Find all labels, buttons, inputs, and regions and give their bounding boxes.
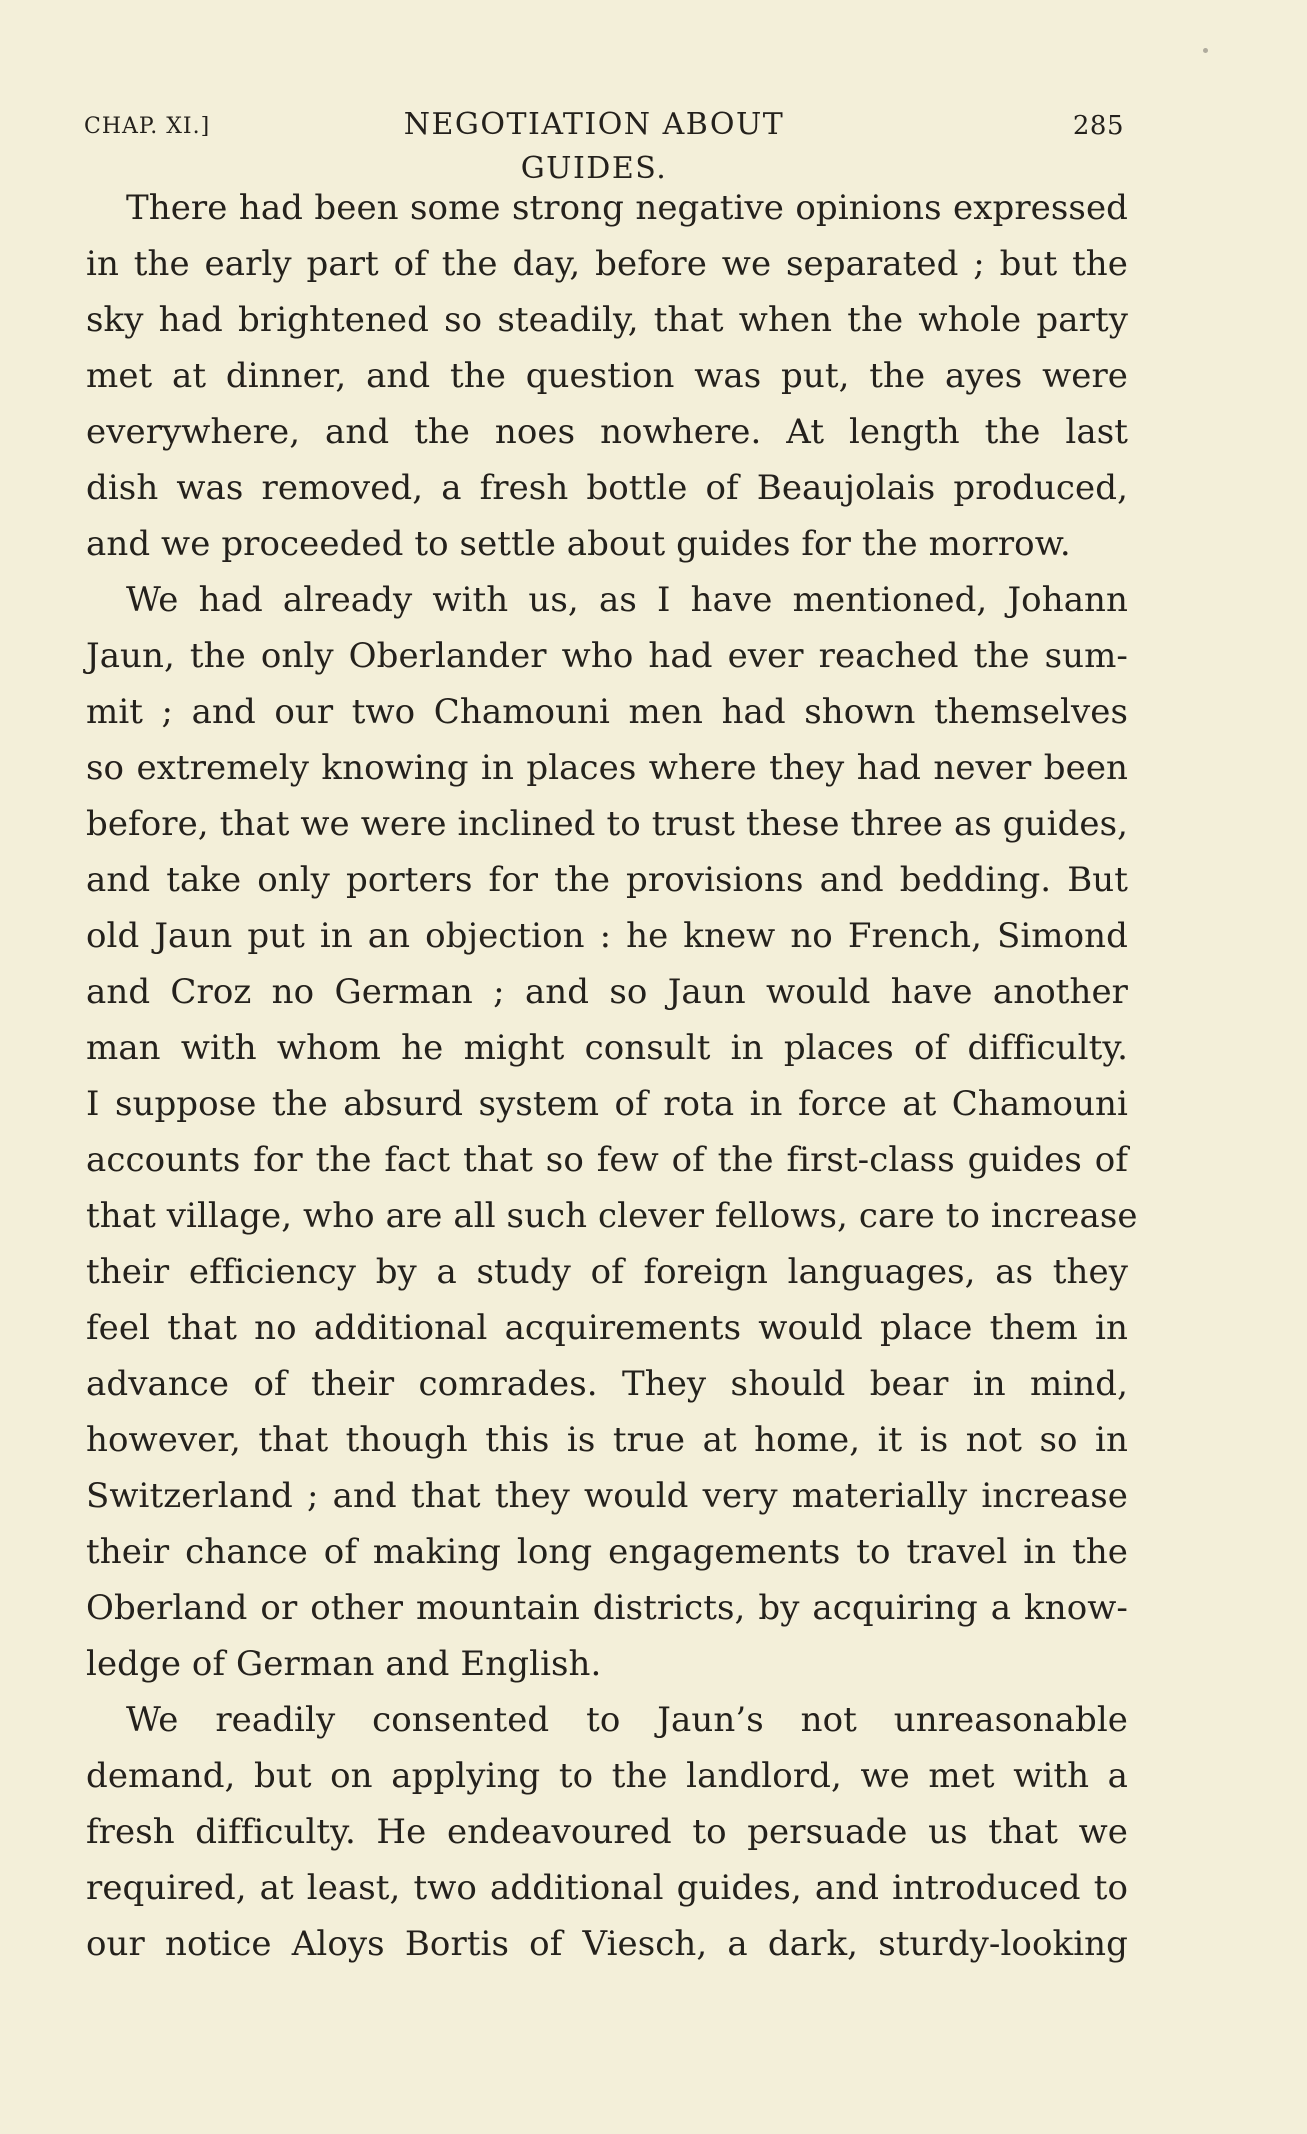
text-line: in the early part of the day, before we separated ; but the [86,244,1128,284]
text-line: and we proceeded to settle about guides for the morrow. [86,524,1071,564]
text-line: mit ; and our two Chamouni men had shown themselves [86,692,1128,732]
text-line: required, at least, two additional guides, and introduced to [86,1868,1128,1908]
text-line: and take only porters for the provisions and bedding. But [86,860,1128,900]
text-line: ledge of German and English. [86,1644,602,1684]
page-number: 285 [1072,111,1124,141]
text-line: sky had brightened so steadily, that when the whole party [86,300,1128,340]
text-line: accounts for the fact that so few of the first-class guides of [86,1140,1128,1180]
text-line: We readily consented to Jaun’s not unreasonable [126,1700,1128,1740]
body-text [86,180,1138,1972]
text-line: advance of their comrades. They should bear in mind, [86,1364,1128,1404]
text-line: We had already with us, as I have mentioned, Johann [126,580,1128,620]
running-title: NEGOTIATION ABOUT GUIDES. [403,107,785,186]
text-line: demand, but on applying to the landlord, we met with a [86,1756,1128,1796]
text-line: dish was removed, a fresh bottle of Beaujolais produced, [86,468,1128,508]
text-line: that village, who are all such clever fellows, care to increase [86,1196,1138,1236]
text-line: man with whom he might consult in places of difficulty. [86,1028,1128,1068]
running-head [84,103,1124,186]
text-line: however, that though this is true at home, it is not so in [86,1420,1128,1460]
text-line: fresh difficulty. He endeavoured to persuade us that we [86,1812,1128,1852]
text-line: their chance of making long engagements to travel in the [86,1532,1128,1572]
text-line: Switzerland ; and that they would very materially increase [86,1476,1128,1516]
text-line: There had been some strong negative opinions expressed [126,188,1128,228]
text-line: met at dinner, and the question was put, the ayes were [86,356,1128,396]
chapter-label: CHAP. XI.] [84,114,211,139]
text-line: Oberland or other mountain districts, by acquiring a know- [86,1588,1128,1628]
text-line: everywhere, and the noes nowhere. At length the last [86,412,1128,452]
text-line: and Croz no German ; and so Jaun would have another [86,972,1128,1012]
text-line: I suppose the absurd system of rota in force at Chamouni [86,1084,1128,1124]
text-line: feel that no additional acquirements would place them in [86,1308,1128,1348]
text-line: their efficiency by a study of foreign languages, as they [86,1252,1128,1292]
paper-speck [1203,48,1208,53]
text-line: old Jaun put in an objection : he knew no French, Simond [86,916,1128,956]
text-line: before, that we were inclined to trust these three as guides, [86,804,1128,844]
text-line: Jaun, the only Oberlander who had ever reached the sum- [86,636,1128,676]
text-line: our notice Aloys Bortis of Viesch, a dark, sturdy-looking [86,1924,1128,1964]
text-line: so extremely knowing in places where they had never been [86,748,1128,788]
